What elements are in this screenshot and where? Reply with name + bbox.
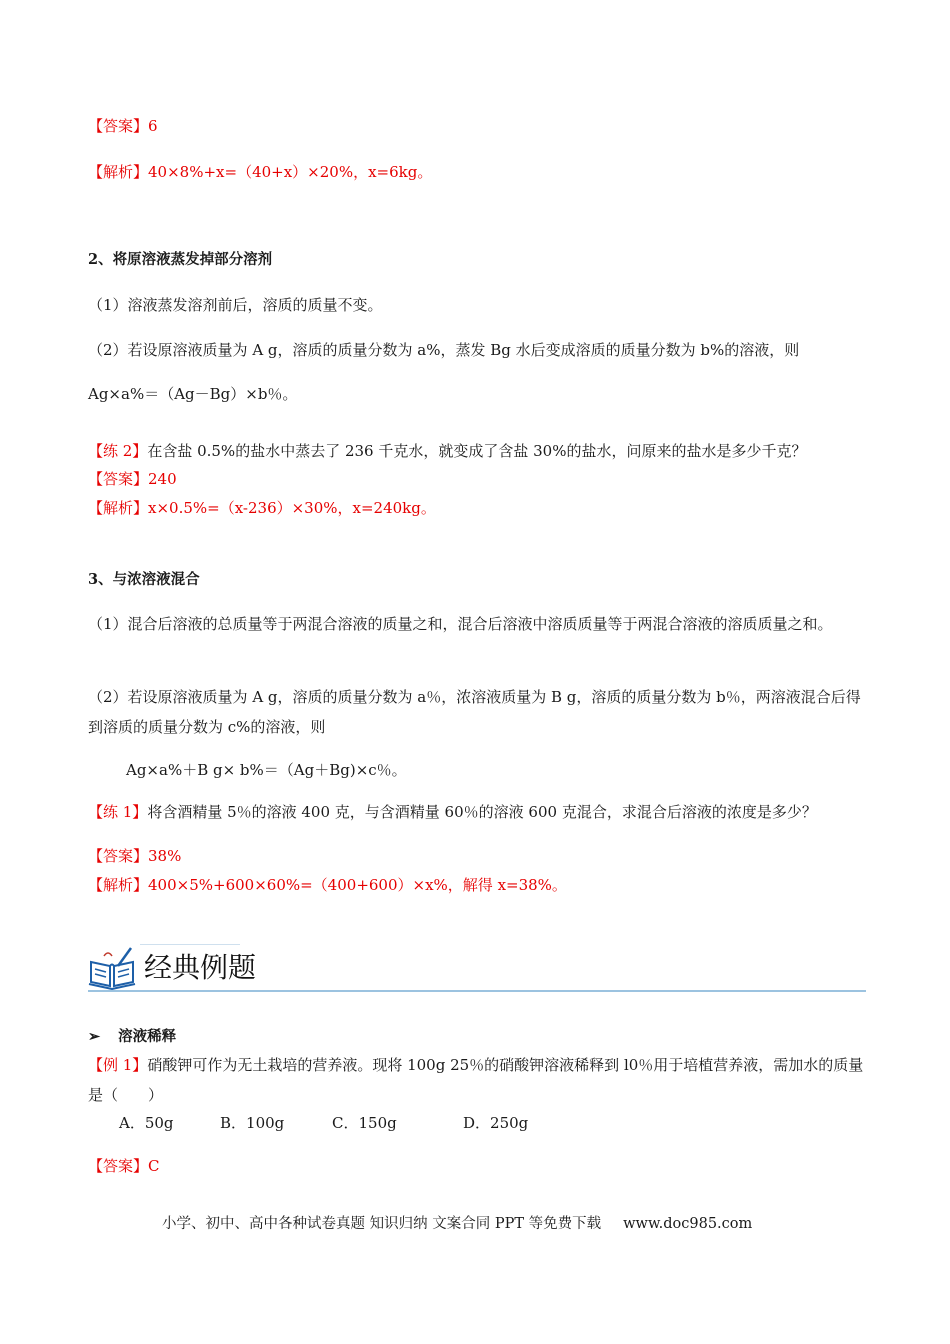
practice-2-line xyxy=(88,441,806,461)
choice-d: D．250g xyxy=(463,1114,529,1132)
practice-text: 将含酒精量 5％的溶液 400 克，与含酒精量 60％的溶液 600 克混合，求混合后溶液的浓度是多少？ xyxy=(147,803,817,821)
analysis-line-3 xyxy=(88,875,567,895)
answer-value: C xyxy=(148,1157,160,1175)
footer-text: 小学、初中、高中各种试卷真题 知识归纳 文案合同 PPT 等免费下载 xyxy=(162,1216,602,1232)
example-subtitle: 溶液稀释 xyxy=(118,1028,177,1045)
section-banner xyxy=(88,942,866,996)
answer-tag: 【答案】 xyxy=(88,117,149,135)
analysis-line-1 xyxy=(88,162,432,182)
example-answer-line xyxy=(88,1156,160,1176)
section-3-p1: （1）混合后溶液的总质量等于两混合溶液的质量之和，混合后溶液中溶质质量等于两混合溶液的溶质质量之和。 xyxy=(88,615,833,633)
banner-overline xyxy=(140,944,240,945)
analysis-line-2 xyxy=(88,498,436,518)
analysis-value: 400×5%+600×60%=（400+600）×x%，解得 x=38%。 xyxy=(148,876,567,894)
answer-value: 6 xyxy=(148,117,158,135)
answer-line-3 xyxy=(88,846,181,866)
arrow-bullet-icon: ➢ xyxy=(88,1028,101,1045)
example-subtitle-line xyxy=(88,1027,176,1047)
section-2-p1: （1）溶液蒸发溶剂前后，溶质的质量不变。 xyxy=(88,296,383,314)
footer-url[interactable]: www.doc985.com xyxy=(623,1216,753,1232)
open-book-icon xyxy=(88,946,136,990)
answer-tag: 【答案】 xyxy=(88,847,149,865)
choice-b: B．100g xyxy=(220,1114,285,1132)
answer-value: 38% xyxy=(148,847,182,865)
practice-tag: 【练 1】 xyxy=(88,803,148,821)
practice-tag: 【练 2】 xyxy=(88,442,148,460)
banner-title: 经典例题 xyxy=(144,951,257,984)
section-2-title: 2、将原溶液蒸发掉部分溶剂 xyxy=(88,251,273,268)
answer-line-2 xyxy=(88,469,177,489)
practice-1-line xyxy=(88,802,817,822)
analysis-tag: 【解析】 xyxy=(88,163,149,181)
answer-value: 240 xyxy=(148,470,177,488)
section-2-p2: （2）若设原溶液质量为 A g，溶质的质量分数为 a%，蒸发 Bg 水后变成溶质的质量分数为 b%的溶液，则 xyxy=(88,341,800,359)
section-2-formula: Ag×a%＝（Ag－Bg）×b％。 xyxy=(88,385,298,403)
practice-text: 在含盐 0.5%的盐水中蒸去了 236 千克水，就变成了含盐 30%的盐水，问原来的盐水是多少千克？ xyxy=(147,442,807,460)
analysis-value: 40×8%+x=（40+x）×20%，x=6kg。 xyxy=(148,163,433,181)
analysis-value: x×0.5%=（x-236）×30%，x=240kg。 xyxy=(148,499,436,517)
choice-a: A．50g xyxy=(119,1114,174,1132)
example-tag: 【例 1】 xyxy=(88,1056,148,1074)
section-3-p2: （2）若设原溶液质量为 A g，溶质的质量分数为 a％，浓溶液质量为 B g，溶质的质量分数为 b％，两溶液混合后得到溶质的质量分数为 c%的溶液，则 xyxy=(88,688,861,736)
section-3-formula: Ag×a%＋B g× b%＝（Ag＋Bg)×c％。 xyxy=(126,761,407,779)
example-question xyxy=(88,1050,868,1110)
analysis-tag: 【解析】 xyxy=(88,876,149,894)
answer-tag: 【答案】 xyxy=(88,1157,149,1175)
banner-divider xyxy=(88,990,866,992)
answer-line-1 xyxy=(88,116,158,136)
example-text: 硝酸钾可作为无土栽培的营养液。现将 100g 25％的硝酸钾溶液稀释到 l0％用于培植营养液，需加水的质量是（ ） xyxy=(88,1056,864,1104)
choice-c: C．150g xyxy=(332,1114,397,1132)
section-3-title: 3、与浓溶液混合 xyxy=(88,571,200,588)
analysis-tag: 【解析】 xyxy=(88,499,149,517)
footer xyxy=(162,1212,752,1233)
answer-tag: 【答案】 xyxy=(88,470,149,488)
